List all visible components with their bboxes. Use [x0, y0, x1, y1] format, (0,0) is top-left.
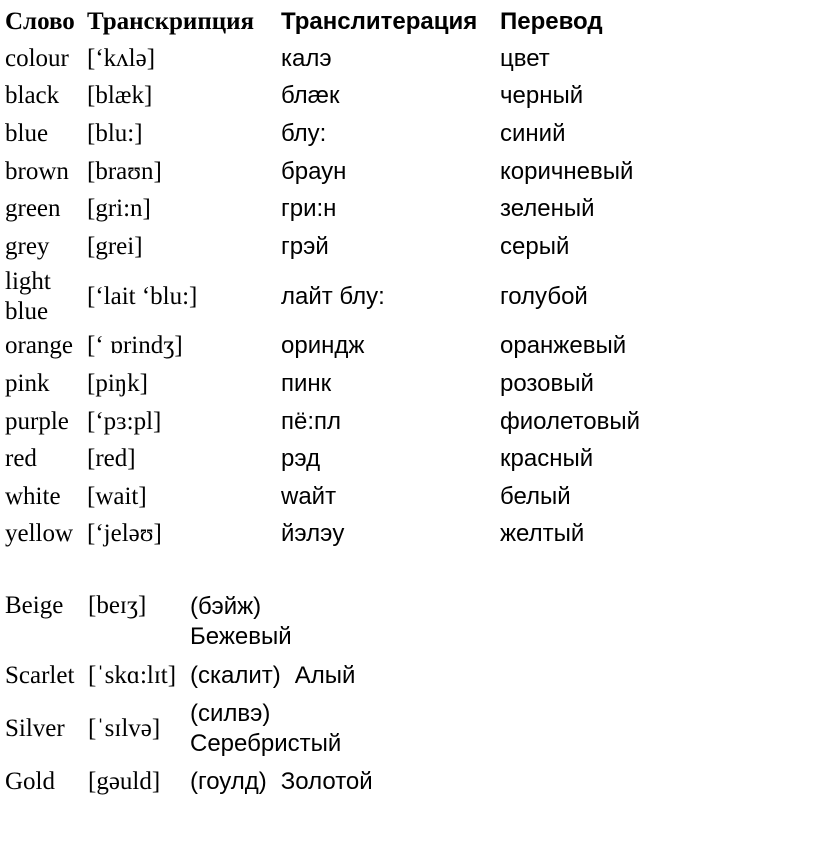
word-cell: Beige [5, 592, 64, 619]
table-row [5, 516, 800, 554]
table-row [5, 40, 800, 78]
transliteration-text: (гоулд) [190, 768, 267, 795]
transcription-cell: [‘ ɒrindʒ] [87, 332, 183, 360]
colors-table [5, 4, 800, 553]
word-cell: purple [5, 407, 69, 435]
translation-cell: зеленый [500, 195, 595, 223]
transcription-cell: [ˈsɪlvə] [88, 715, 161, 742]
word-cell: grey [5, 232, 50, 260]
transcription-cell: [‘lait ‘blu:] [87, 282, 198, 310]
table-row [5, 760, 450, 804]
word-cell: Gold [5, 768, 55, 795]
translation-cell: серый [500, 232, 570, 260]
translation-text: Алый [294, 662, 356, 689]
transcription-cell: [ˈskɑ:lɪt] [88, 662, 177, 689]
word-cell: black [5, 82, 60, 110]
translation-cell: цвет [500, 44, 550, 72]
transcription-cell: [wait] [87, 482, 147, 510]
transliteration-cell: блæк [281, 82, 340, 110]
table-header-row [5, 4, 800, 40]
word-cell: colour [5, 44, 69, 72]
word-cell: Silver [5, 715, 65, 742]
translation-cell: оранжевый [500, 332, 627, 360]
transliteration-translation-cell [190, 698, 450, 760]
translation-cell: коричневый [500, 157, 634, 185]
table-row [5, 228, 800, 266]
table-row [5, 403, 800, 441]
transliteration-cell: блу: [281, 119, 327, 147]
translation-cell: голубой [500, 282, 588, 310]
transliteration-text: (силвэ) [190, 700, 271, 727]
transliteration-cell: лайт блу: [281, 282, 385, 310]
header-transcription: Транскрипция [87, 8, 255, 35]
transcription-cell: [grei] [87, 232, 143, 260]
transcription-cell: [gri:n] [87, 195, 151, 223]
table-row [5, 698, 450, 760]
table-row [5, 115, 800, 153]
transcription-cell: [‘kʌlə] [87, 44, 156, 72]
word-cell: Scarlet [5, 662, 75, 689]
header-word: Слово [5, 8, 75, 35]
translation-text: Бежевый [190, 623, 292, 650]
transcription-cell: [piŋk] [87, 369, 148, 397]
table-row [5, 365, 800, 403]
table-row [5, 478, 800, 516]
transliteration-text: (бэйж) [190, 593, 262, 620]
transliteration-translation-cell [190, 654, 450, 698]
word-cell: brown [5, 157, 69, 185]
transcription-cell: [‘pɜ:pl] [87, 407, 162, 435]
table-row [5, 266, 800, 328]
word-cell: white [5, 482, 61, 510]
table-row [5, 78, 800, 116]
transliteration-cell: йэлэу [281, 520, 345, 548]
transliteration-cell: браун [281, 157, 347, 185]
transliteration-cell: пё:пл [281, 407, 342, 435]
transcription-cell: [blu:] [87, 119, 143, 147]
translation-text: Серебристый [190, 730, 342, 757]
transliteration-translation-cell [190, 760, 450, 804]
word-cell: light blue [5, 267, 51, 325]
table-row [5, 440, 800, 478]
transcription-cell: [red] [87, 445, 136, 473]
transcription-cell: [‘jeləʊ] [87, 520, 162, 548]
transcription-cell: [braʊn] [87, 157, 162, 185]
table-row [5, 190, 800, 228]
header-transliteration: Транслитерация [281, 8, 478, 35]
translation-cell: желтый [500, 520, 585, 548]
transliteration-cell: гри:н [281, 195, 337, 223]
translation-cell: белый [500, 482, 571, 510]
table-row [5, 153, 800, 191]
transliteration-cell: wайт [281, 482, 337, 510]
transliteration-cell: калэ [281, 44, 332, 72]
transliteration-cell: ориндж [281, 332, 365, 360]
word-cell: pink [5, 369, 50, 397]
word-cell: green [5, 195, 61, 223]
word-cell: blue [5, 119, 49, 147]
transliteration-translation-cell [190, 590, 450, 654]
table-row [5, 328, 800, 366]
translation-cell: черный [500, 82, 584, 110]
translation-cell: синий [500, 119, 566, 147]
transliteration-cell: пинк [281, 369, 332, 397]
translation-cell: розовый [500, 369, 594, 397]
transcription-cell: [beɪʒ] [88, 592, 147, 619]
header-translation: Перевод [500, 8, 603, 35]
transliteration-cell: грэй [281, 232, 329, 260]
table-row [5, 654, 450, 698]
translation-cell: фиолетовый [500, 407, 641, 435]
transcription-cell: [blæk] [87, 82, 153, 110]
transliteration-cell: рэд [281, 445, 321, 473]
translation-text: Золотой [280, 768, 373, 795]
extra-colors-table [5, 590, 450, 804]
table-row [5, 590, 450, 654]
translation-cell: красный [500, 445, 594, 473]
word-cell: orange [5, 332, 74, 360]
word-cell: red [5, 445, 37, 473]
transcription-cell: [gəuld] [88, 768, 161, 795]
word-cell: yellow [5, 520, 74, 548]
transliteration-text: (скалит) [190, 662, 281, 689]
